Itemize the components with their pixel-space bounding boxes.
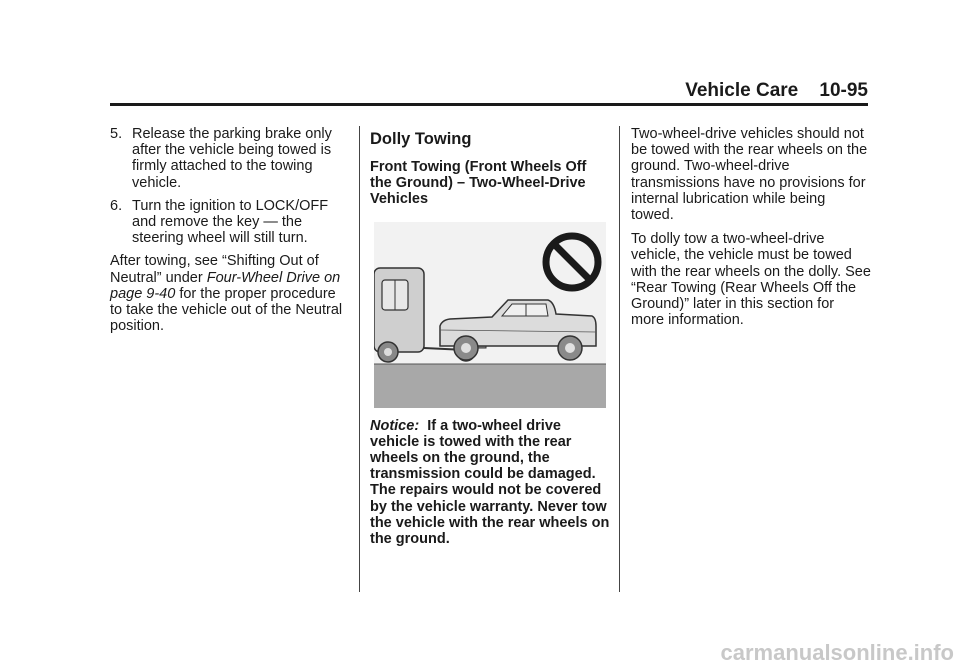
step-item: [110, 126, 350, 191]
page-number: 10-95: [819, 80, 868, 101]
column-left: [110, 126, 350, 342]
notice-label: Notice:: [370, 417, 420, 434]
step-number: 6.: [110, 197, 123, 214]
paragraph: To dolly tow a two-wheel-drive vehicle, the vehicle must be towed with the rear wheels on the dolly. See “Rear Towing (Rear Wheels Off the Ground)” later in this section for more information.: [631, 231, 871, 329]
notice-block: [370, 418, 610, 548]
page-reference-link[interactable]: Four-Wheel Drive on page 9-40: [110, 269, 341, 302]
tow-vehicle-shape: [374, 268, 424, 362]
section-name: Vehicle Care: [685, 80, 799, 101]
paragraph-text: After towing, see “Shifting Out of Neutral” under: [110, 253, 319, 286]
column-divider: [359, 126, 360, 592]
column-middle: [370, 126, 610, 547]
header-rule: [110, 103, 868, 106]
dolly-towing-illustration: [374, 222, 606, 408]
step-text: Turn the ignition to LOCK/OFF and remove the key — the steering wheel will still turn.: [132, 197, 329, 247]
step-item: [110, 198, 350, 247]
watermark: carmanualsonline.info: [720, 640, 954, 665]
column-divider: [619, 126, 620, 592]
step-text: Release the parking brake only after the vehicle being towed is firmly attached to the towing vehicle.: [132, 126, 332, 191]
notice-text: If a two-wheel drive vehicle is towed with the rear wheels on the ground, the transmission could be damaged. The repairs would not be covered by the vehicle warranty. Never tow the vehicle with the rear wheels on the ground.: [370, 417, 610, 548]
column-right: [631, 126, 871, 336]
after-towing-paragraph: [110, 253, 350, 334]
page-header: [110, 80, 868, 104]
step-number: 5.: [110, 126, 123, 142]
header-title: [685, 80, 868, 102]
paragraph-text: for the proper procedure to take the vehicle out of the Neutral position.: [110, 285, 343, 335]
paragraph: Two-wheel-drive vehicles should not be towed with the rear wheels on the ground. Two-wheel-drive transmissions have no provisions for internal lubrication while being towed.: [631, 126, 868, 224]
section-title: Dolly Towing: [370, 130, 472, 148]
subsection-title: Front Towing (Front Wheels Off the Ground) – Two-Wheel-Drive Vehicles: [370, 159, 587, 208]
